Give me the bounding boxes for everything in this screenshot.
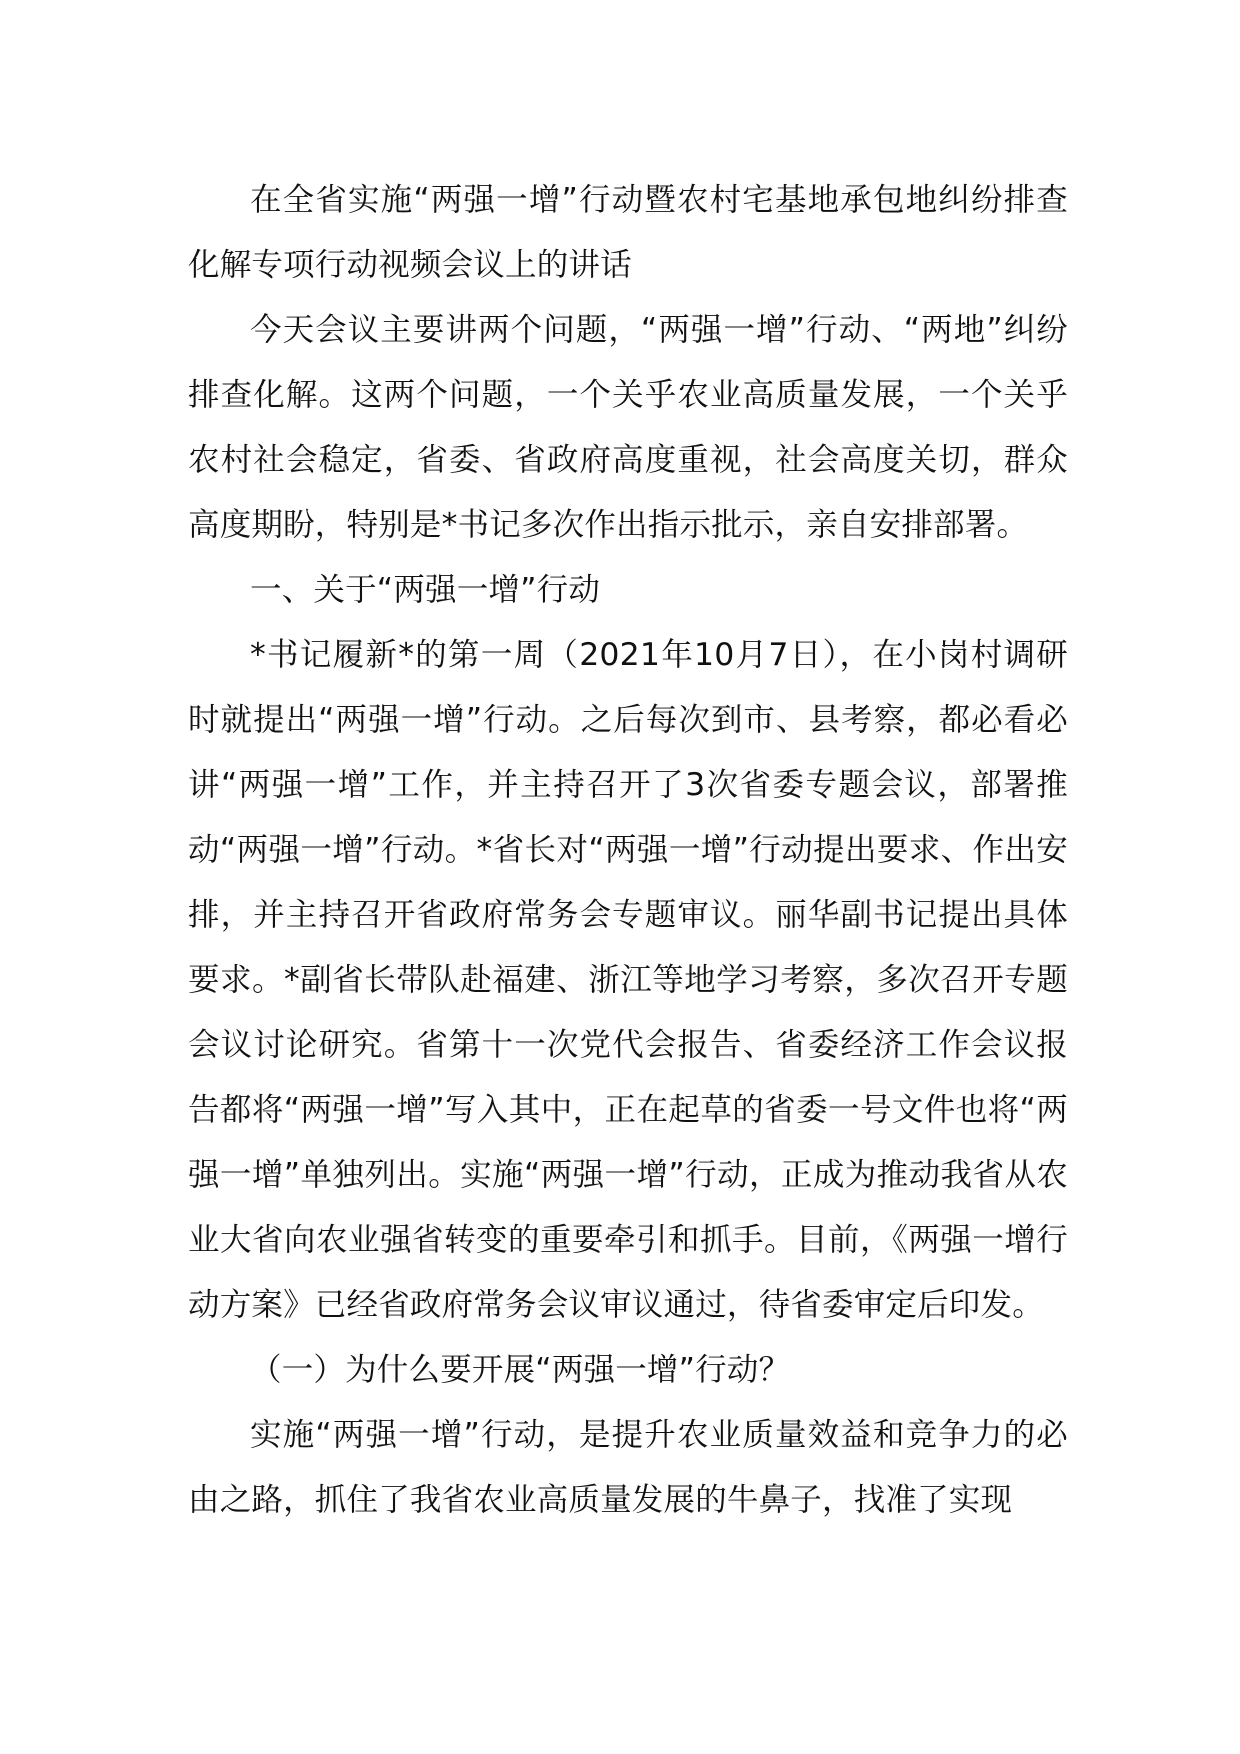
document-title: 在全省实施“两强一增”行动暨农村宅基地承包地纠纷排查化解专项行动视频会议上的讲话 bbox=[188, 182, 1068, 283]
paragraph-intro: 今天会议主要讲两个问题，“两强一增”行动、“两地”纠纷排查化解。这两个问题，一个关乎农业高质量发展，一个关乎农村社会稳定，省委、省政府高度重视，社会高度关切，群众高度期盼，特别是*书记多次作出指示批示，亲自安排部署。 bbox=[188, 312, 1068, 543]
section-heading-1: 一、关于“两强一增”行动 bbox=[250, 572, 601, 608]
document-body bbox=[188, 168, 1068, 1533]
subsection-heading-1: （一）为什么要开展“两强一增”行动？ bbox=[250, 1352, 791, 1388]
paragraph-background: *书记履新*的第一周（2021年10月7日），在小岗村调研时就提出“两强一增”行动。之后每次到市、县考察，都必看必讲“两强一增”工作，并主持召开了3次省委专题会议，部署推动“两强一增”行动。*省长对“两强一增”行动提出要求、作出安排，并主持召开省政府常务会专题审议。丽华副书记提出具体要求。*副省长带队赴福建、浙江等地学习考察，多次召开专题会议讨论研究。省第十一次党代会报告、省委经济工作会议报告都将“两强一增”写入其中，正在起草的省委一号文件也将“两强一增”单独列出。实施“两强一增”行动，正成为推动我省从农业大省向农业强省转变的重要牵引和抓手。目前，《两强一增行动方案》已经省政府常务会议审议通过，待省委审定后印发。 bbox=[188, 637, 1068, 1323]
paragraph-reason: 实施“两强一增”行动，是提升农业质量效益和竞争力的必由之路，抓住了我省农业高质量发展的牛鼻子，找准了实现 bbox=[188, 1417, 1068, 1518]
